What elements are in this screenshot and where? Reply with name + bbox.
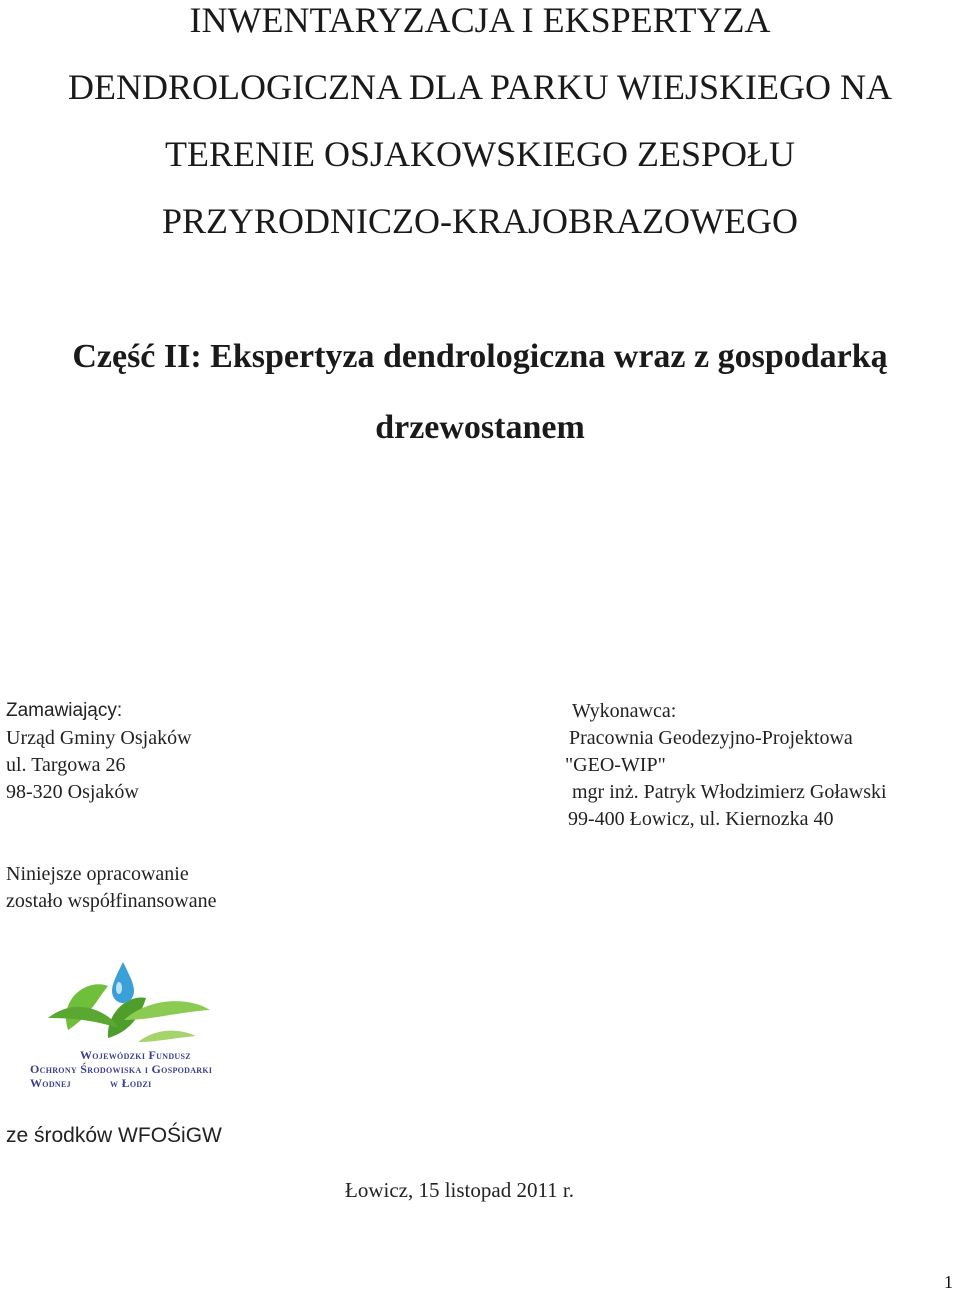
logo-text-line-1: Wojewódzki Fundusz <box>80 1048 191 1062</box>
cofinancing-line-2: zostało współfinansowane <box>6 890 217 912</box>
subtitle-line-1: Część II: Ekspertyza dendrologiczna wraz z gospodarką <box>72 338 888 375</box>
subtitle-line-2: drzewostanem <box>375 409 585 446</box>
contractor-address: 99-400 Łowicz, ul. Kiernozka 40 <box>568 808 834 830</box>
client-name: Urząd Gminy Osjaków <box>6 727 192 749</box>
contractor-person: mgr inż. Patryk Włodzimierz Goławski <box>572 781 887 803</box>
logo-text-line-2: Ochrony Środowiska i Gospodarki Wodnej <box>30 1062 213 1090</box>
client-street: ul. Targowa 26 <box>6 754 126 776</box>
client-label: Zamawiający: <box>6 700 123 721</box>
title-line-4: PRZYRODNICZO-KRAJOBRAZOWEGO <box>162 201 798 241</box>
place-date: Łowicz, 15 listopad 2011 r. <box>345 1178 575 1202</box>
leaf-drop-icon <box>28 958 228 1048</box>
contractor-brand: "GEO-WIP" <box>565 754 666 776</box>
title-line-2: DENDROLOGICZNA DLA PARKU WIEJSKIEGO NA <box>67 67 892 107</box>
cofinancing-line-1: Niniejsze opracowanie <box>6 863 189 885</box>
wfosigw-logo <box>28 958 228 1098</box>
client-city: 98-320 Osjaków <box>6 781 139 803</box>
logo-text-line-3: w Łodzi <box>110 1076 152 1090</box>
page-number: 1 <box>944 1272 953 1292</box>
contractor-company: Pracownia Geodezyjno-Projektowa <box>569 727 853 749</box>
funds-text: ze środków WFOŚiGW <box>6 1124 222 1147</box>
title-line-3: TERENIE OSJAKOWSKIEGO ZESPOŁU <box>165 134 795 174</box>
contractor-label: Wykonawca: <box>572 700 677 722</box>
title-line-1: INWENTARYZACJA I EKSPERTYZA <box>189 0 771 40</box>
